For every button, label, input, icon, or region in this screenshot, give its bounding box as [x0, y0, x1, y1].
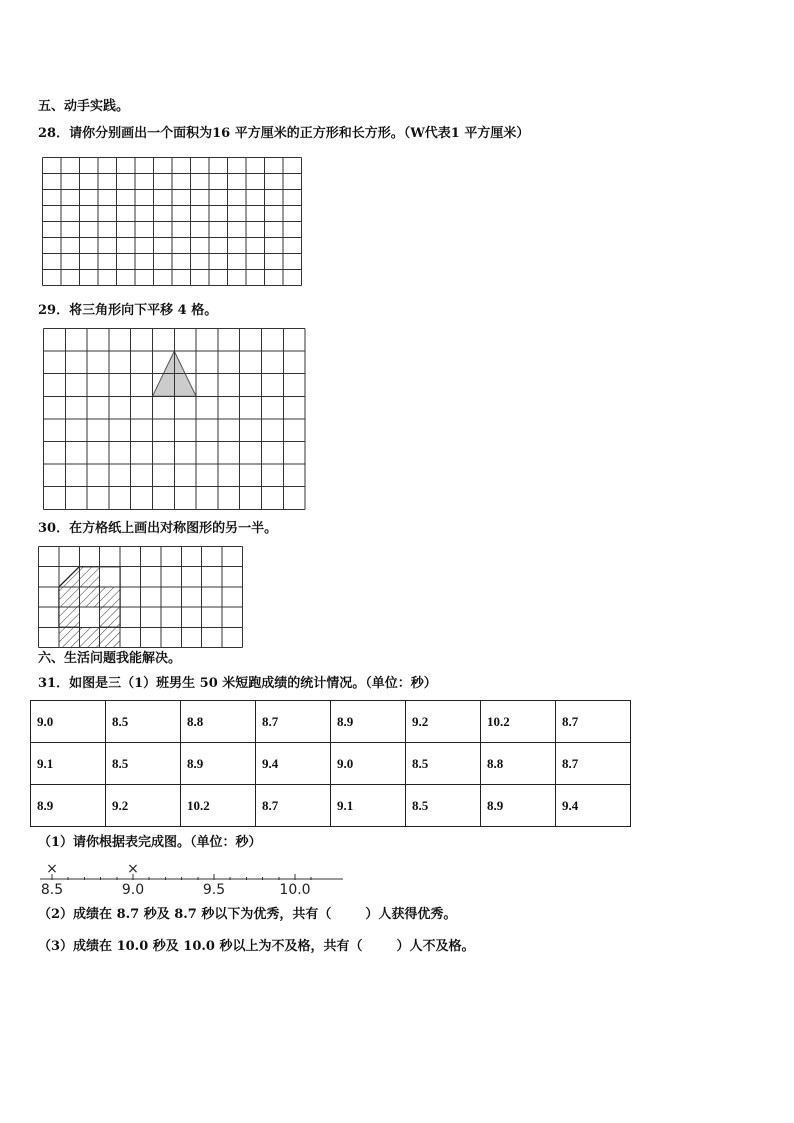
- table-cell: 8.5: [106, 743, 181, 785]
- question-31-sub2: [38, 907, 456, 923]
- grid-q30[interactable]: [37, 545, 245, 648]
- table-cell: 8.5: [406, 785, 481, 827]
- table-cell: 8.9: [181, 743, 256, 785]
- number-line-label: 9.0: [121, 882, 145, 898]
- number-line-label: 10.0: [279, 882, 311, 898]
- q29-grid-lines: [44, 329, 306, 510]
- question-30-text: 30．在方格纸上画出对称图形的另一半。: [38, 521, 278, 536]
- grid-q29[interactable]: [42, 327, 308, 511]
- number-line-label: 8.5: [40, 882, 64, 898]
- table-cell: 9.4: [556, 785, 631, 827]
- number-line-mark: ×: [46, 861, 58, 877]
- table-row: [31, 743, 631, 785]
- table-cell: 8.7: [556, 701, 631, 743]
- table-cell: 8.9: [481, 785, 556, 827]
- sub3-suffix: ）人不及格。: [396, 939, 475, 954]
- hatched-cell: [100, 607, 120, 627]
- hatched-cell: [79, 627, 99, 647]
- hatched-cell: [59, 587, 79, 607]
- table-cell: 8.7: [256, 701, 331, 743]
- table-row: [31, 785, 631, 827]
- question-29-text: 29．将三角形向下平移 4 格。: [38, 303, 218, 318]
- shape-hole: [79, 607, 99, 627]
- number-line-mark: ×: [127, 861, 139, 877]
- sub3-prefix: （3）成绩在 10.0 秒及 10.0 秒以上为不及格，共有（: [38, 939, 363, 954]
- table-cell: 8.7: [556, 743, 631, 785]
- table-cell: 10.2: [181, 785, 256, 827]
- number-line[interactable]: [36, 860, 356, 900]
- results-table: [30, 700, 631, 827]
- question-31-sub3: [38, 939, 475, 955]
- table-cell: 9.2: [406, 701, 481, 743]
- section-title-5: 五、动手实践。: [38, 99, 130, 114]
- table-cell: 8.9: [31, 785, 106, 827]
- table-cell: 8.8: [181, 701, 256, 743]
- table-cell: 9.0: [331, 743, 406, 785]
- table-cell: 9.1: [31, 743, 106, 785]
- hatched-cell: [59, 607, 79, 627]
- hatched-cell: [100, 627, 120, 647]
- number-line-label: 9.5: [202, 882, 226, 898]
- table-cell: 10.2: [481, 701, 556, 743]
- table-row: [31, 701, 631, 743]
- table-cell: 8.5: [406, 743, 481, 785]
- grid-q28[interactable]: [41, 156, 305, 288]
- table-cell: 8.9: [331, 701, 406, 743]
- hatched-cell: [100, 587, 120, 607]
- question-28-text: 28．请你分别画出一个面积为16 平方厘米的正方形和长方形。（W代表1 平方厘米）: [38, 126, 530, 141]
- section-title-6: 六、生活问题我能解决。: [38, 651, 182, 666]
- table-cell: 9.0: [31, 701, 106, 743]
- hatched-cell: [79, 567, 99, 587]
- sub2-suffix: ）人获得优秀。: [365, 907, 457, 922]
- question-31-text: 31．如图是三（1）班男生 50 米短跑成绩的统计情况。（单位：秒）: [38, 676, 437, 691]
- table-cell: 8.7: [256, 785, 331, 827]
- table-cell: 9.2: [106, 785, 181, 827]
- hatched-cell: [79, 587, 99, 607]
- q28-grid-lines: [43, 158, 302, 286]
- table-cell: 8.8: [481, 743, 556, 785]
- sub2-prefix: （2）成绩在 8.7 秒及 8.7 秒以下为优秀，共有（: [38, 907, 332, 922]
- table-cell: 9.1: [331, 785, 406, 827]
- question-31-sub1: （1）请你根据表完成图。（单位：秒）: [38, 835, 262, 850]
- hatched-cell: [59, 627, 79, 647]
- table-cell: 9.4: [256, 743, 331, 785]
- table-cell: 8.5: [106, 701, 181, 743]
